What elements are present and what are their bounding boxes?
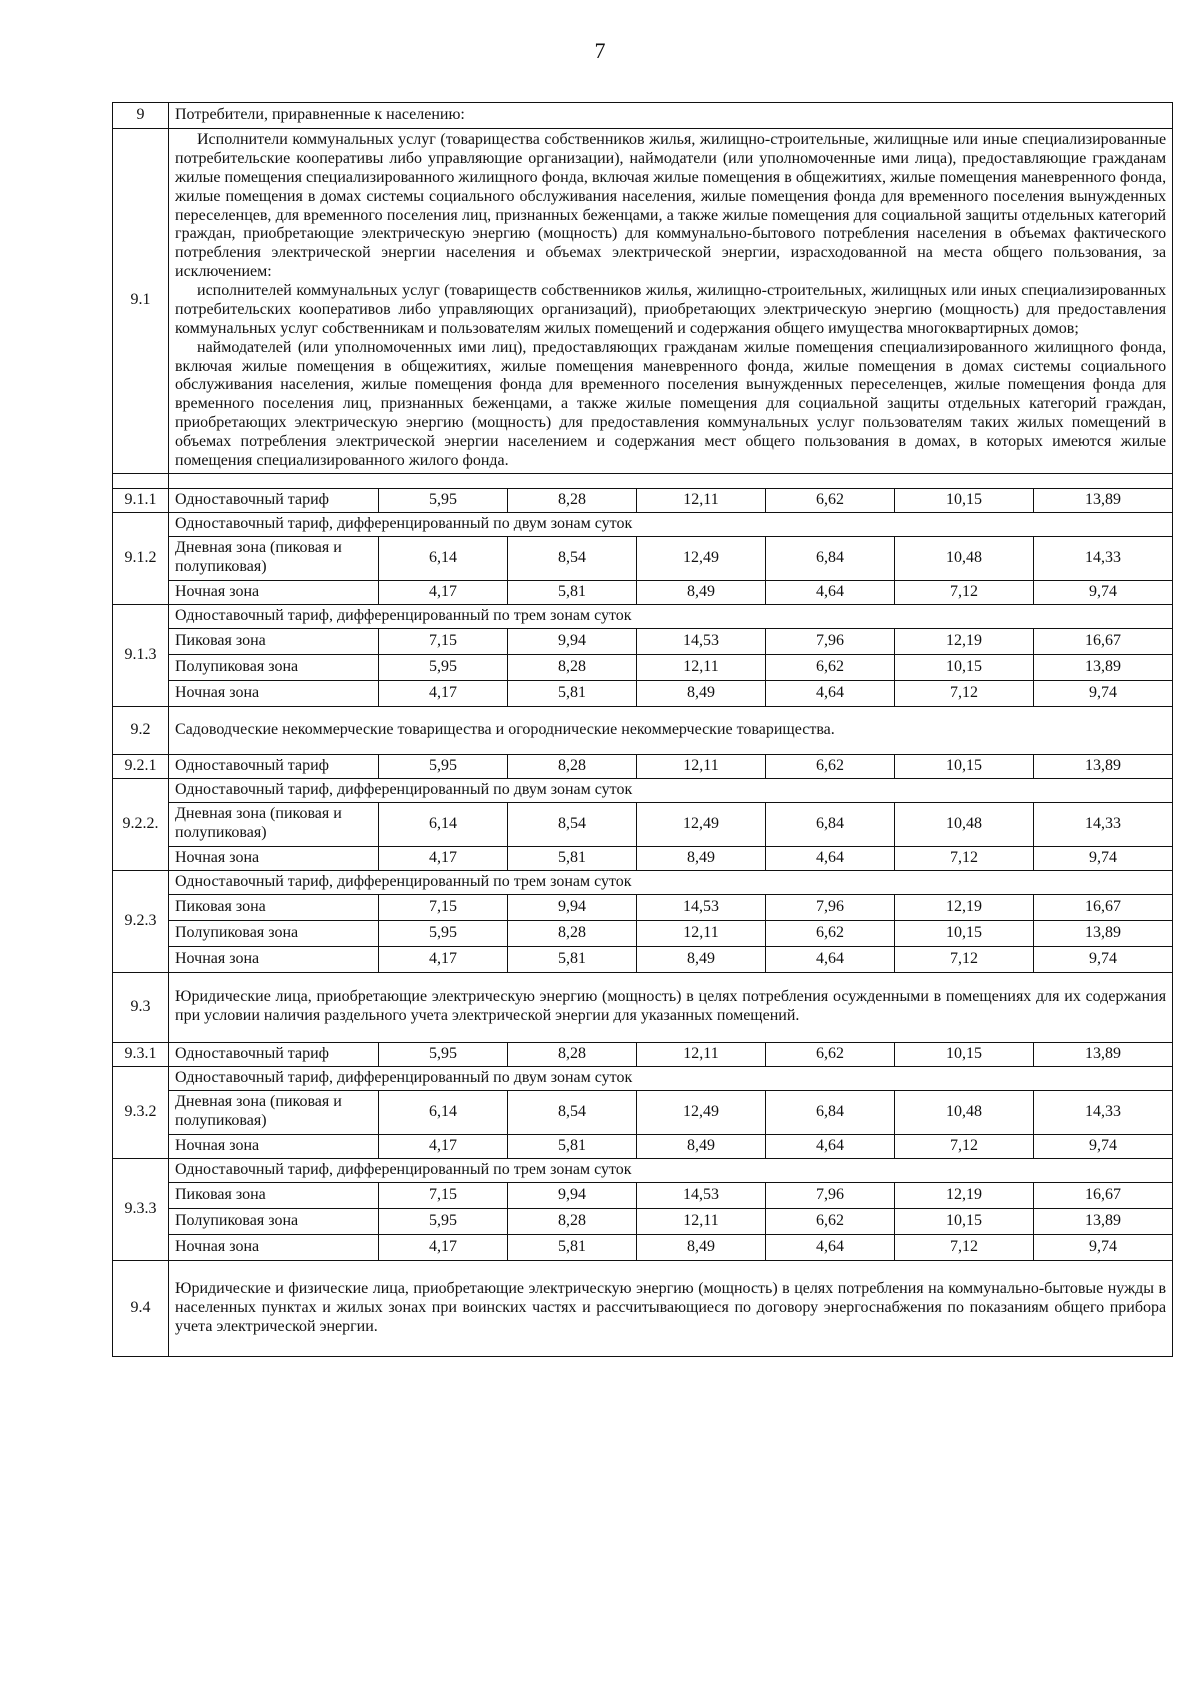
three-zone-row bbox=[113, 1208, 1173, 1234]
three-zone-row bbox=[113, 1182, 1173, 1208]
tariff-value: 4,17 bbox=[379, 580, 508, 604]
tariff-value: 8,28 bbox=[508, 754, 637, 778]
page-number: 7 bbox=[594, 38, 606, 63]
tariff-value: 12,49 bbox=[637, 1090, 766, 1134]
three-zone-header-row bbox=[113, 870, 1173, 894]
section-9-3-description: Юридические лица, приобретающие электрическую энергию (мощность) в целях потребления осужденными в помещениях для их содержания при условии наличия раздельного учета электрической энергии для указанных помещений. bbox=[169, 972, 1173, 1042]
tariff-value: 12,19 bbox=[895, 894, 1034, 920]
tariff-group-header: Одноставочный тариф, дифференцированный по трем зонам суток bbox=[169, 1158, 1173, 1182]
tariff-value: 13,89 bbox=[1034, 488, 1173, 512]
tariff-value: 16,67 bbox=[1034, 628, 1173, 654]
three-zone-header-row bbox=[113, 1158, 1173, 1182]
tariff-value: 6,14 bbox=[379, 802, 508, 846]
tariff-value: 12,11 bbox=[637, 1042, 766, 1066]
single-rate-row bbox=[113, 1042, 1173, 1066]
tariff-value: 4,17 bbox=[379, 680, 508, 706]
row-number: 9.3 bbox=[113, 972, 169, 1042]
tariff-value: 10,15 bbox=[895, 488, 1034, 512]
gap-cell bbox=[113, 473, 169, 488]
section-9-1-row bbox=[113, 129, 1173, 474]
section-9-4-description: Юридические и физические лица, приобретающие электрическую энергию (мощность) в целях потребления на коммунально-бытовые нужды в населенных пунктах и жилых зонах при воинских частях и рассчитывающиеся по договору энергоснабжения по показаниям общего прибора учета электрической энергии. bbox=[169, 1260, 1173, 1356]
tariff-value: 5,81 bbox=[508, 680, 637, 706]
tariff-value: 12,11 bbox=[637, 488, 766, 512]
tariff-value: 13,89 bbox=[1034, 754, 1173, 778]
tariff-value: 14,53 bbox=[637, 1182, 766, 1208]
section-9-row bbox=[113, 103, 1173, 129]
tariff-value: 6,14 bbox=[379, 536, 508, 580]
tariff-label: Одноставочный тариф bbox=[169, 1042, 379, 1066]
tariff-value: 6,62 bbox=[766, 1208, 895, 1234]
tariff-value: 14,33 bbox=[1034, 1090, 1173, 1134]
tariff-value: 7,12 bbox=[895, 680, 1034, 706]
tariff-value: 5,95 bbox=[379, 920, 508, 946]
tariff-value: 4,64 bbox=[766, 946, 895, 972]
two-zone-row bbox=[113, 802, 1173, 846]
tariff-value: 7,12 bbox=[895, 946, 1034, 972]
tariff-value: 5,81 bbox=[508, 846, 637, 870]
row-number: 9.3.3 bbox=[113, 1158, 169, 1260]
three-zone-row bbox=[113, 1234, 1173, 1260]
tariff-value: 5,95 bbox=[379, 754, 508, 778]
two-zone-row bbox=[113, 846, 1173, 870]
tariff-value: 10,48 bbox=[895, 802, 1034, 846]
row-number: 9.2.1 bbox=[113, 754, 169, 778]
zone-label: Ночная зона bbox=[169, 580, 379, 604]
three-zone-header-row bbox=[113, 604, 1173, 628]
tariff-value: 6,62 bbox=[766, 1042, 895, 1066]
row-number: 9.3.2 bbox=[113, 1066, 169, 1158]
zone-label: Полупиковая зона bbox=[169, 654, 379, 680]
section-9-3-row bbox=[113, 972, 1173, 1042]
three-zone-row bbox=[113, 680, 1173, 706]
section-gap bbox=[113, 473, 1173, 488]
tariff-value: 8,49 bbox=[637, 580, 766, 604]
zone-label: Дневная зона (пиковая и полупиковая) bbox=[169, 1090, 379, 1134]
single-rate-row bbox=[113, 754, 1173, 778]
description-paragraph: наймодателей (или уполномоченных ими лиц), предоставляющих гражданам жилые помещения специализированного жилищного фонда, включая жилые помещения в общежитиях, жилые помещения маневренного фонда, жилые помещения в домах системы социального обслуживания населения, жилые помещения фонда для временного поселения вынужденных переселенцев, жилые помещения фонда для временного поселения лиц, признанных беженцами, а также жилые помещения для социальной защиты отдельных категорий граждан, приобретающих электрическую энергию (мощность) для предоставления коммунальных услуг пользователям таких жилых помещений в объемах потребления электрической энергии населением и содержания мест общего пользования в домах, в которых имеются жилые помещения специализированного жилого фонда. bbox=[175, 338, 1167, 469]
zone-label: Пиковая зона bbox=[169, 1182, 379, 1208]
tariff-value: 9,94 bbox=[508, 894, 637, 920]
tariff-value: 8,49 bbox=[637, 1234, 766, 1260]
tariff-value: 6,62 bbox=[766, 920, 895, 946]
tariff-value: 8,49 bbox=[637, 1134, 766, 1158]
section-9-1-description bbox=[169, 129, 1173, 474]
two-zone-row bbox=[113, 1134, 1173, 1158]
tariff-value: 9,74 bbox=[1034, 1134, 1173, 1158]
tariff-value: 7,96 bbox=[766, 1182, 895, 1208]
section-9-2-row bbox=[113, 706, 1173, 754]
tariff-value: 6,84 bbox=[766, 802, 895, 846]
tariff-value: 7,96 bbox=[766, 894, 895, 920]
two-zone-row bbox=[113, 536, 1173, 580]
tariff-value: 5,95 bbox=[379, 1208, 508, 1234]
tariff-value: 13,89 bbox=[1034, 1208, 1173, 1234]
tariff-value: 8,28 bbox=[508, 920, 637, 946]
row-number: 9.1.1 bbox=[113, 488, 169, 512]
tariff-value: 10,15 bbox=[895, 654, 1034, 680]
two-zone-row bbox=[113, 1090, 1173, 1134]
zone-label: Дневная зона (пиковая и полупиковая) bbox=[169, 536, 379, 580]
tariff-value: 5,81 bbox=[508, 580, 637, 604]
tariff-value: 9,74 bbox=[1034, 1234, 1173, 1260]
tariff-value: 12,49 bbox=[637, 536, 766, 580]
tariff-value: 8,54 bbox=[508, 536, 637, 580]
tariff-group-header: Одноставочный тариф, дифференцированный по трем зонам суток bbox=[169, 604, 1173, 628]
tariff-value: 16,67 bbox=[1034, 1182, 1173, 1208]
tariff-value: 9,74 bbox=[1034, 946, 1173, 972]
tariff-value: 4,64 bbox=[766, 846, 895, 870]
two-zone-row bbox=[113, 580, 1173, 604]
tariff-value: 14,53 bbox=[637, 628, 766, 654]
tariff-value: 13,89 bbox=[1034, 1042, 1173, 1066]
tariff-value: 12,11 bbox=[637, 654, 766, 680]
row-number: 9.2.3 bbox=[113, 870, 169, 972]
tariff-value: 12,19 bbox=[895, 1182, 1034, 1208]
single-rate-row bbox=[113, 488, 1173, 512]
three-zone-row bbox=[113, 654, 1173, 680]
tariff-value: 12,11 bbox=[637, 1208, 766, 1234]
section-9-2-description: Садоводческие некоммерческие товарищества и огороднические некоммерческие товарищества. bbox=[169, 706, 1173, 754]
tariff-value: 9,94 bbox=[508, 628, 637, 654]
tariff-value: 9,74 bbox=[1034, 846, 1173, 870]
three-zone-row bbox=[113, 628, 1173, 654]
row-number: 9.2.2. bbox=[113, 778, 169, 870]
tariff-value: 6,62 bbox=[766, 488, 895, 512]
row-number: 9.1 bbox=[113, 129, 169, 474]
description-paragraph: Исполнители коммунальных услуг (товарищества собственников жилья, жилищно-строительные, жилищные или иные специализированные потребительские кооперативы либо управляющие организации), наймодатели (или уполномоченные ими лица), предоставляющие гражданам жилые помещения специализированного жилищного фонда, включая жилые помещения в общежитиях, жилые помещения маневренного фонда, жилые помещения в домах системы социального обслуживания населения, жилые помещения фонда для временного поселения вынужденных переселенцев, для временного поселения лиц, признанных беженцами, а также жилые помещения для социальной защиты отдельных категорий граждан, приобретающие электрическую энергию (мощность) для коммунально-бытового потребления населения в объемах фактического потребления электрической энергии населения и объемах электрической энергии, израсходованной на места общего пользования, за исключением: bbox=[175, 131, 1167, 281]
tariff-value: 8,28 bbox=[508, 654, 637, 680]
tariff-value: 7,12 bbox=[895, 1134, 1034, 1158]
tariff-value: 8,28 bbox=[508, 488, 637, 512]
row-number: 9 bbox=[113, 103, 169, 129]
tariff-value: 6,14 bbox=[379, 1090, 508, 1134]
tariff-value: 5,95 bbox=[379, 654, 508, 680]
tariff-value: 12,49 bbox=[637, 802, 766, 846]
tariff-value: 10,48 bbox=[895, 1090, 1034, 1134]
tariff-value: 4,17 bbox=[379, 846, 508, 870]
tariff-value: 5,81 bbox=[508, 946, 637, 972]
tariff-value: 8,49 bbox=[637, 946, 766, 972]
zone-label: Ночная зона bbox=[169, 1234, 379, 1260]
tariff-value: 5,81 bbox=[508, 1234, 637, 1260]
tariff-value: 7,15 bbox=[379, 628, 508, 654]
tariff-value: 8,49 bbox=[637, 680, 766, 706]
two-zone-header-row bbox=[113, 1066, 1173, 1090]
row-number: 9.1.3 bbox=[113, 604, 169, 706]
tariff-value: 6,62 bbox=[766, 754, 895, 778]
tariff-value: 14,33 bbox=[1034, 802, 1173, 846]
zone-label: Полупиковая зона bbox=[169, 1208, 379, 1234]
zone-label: Ночная зона bbox=[169, 846, 379, 870]
tariff-value: 7,12 bbox=[895, 846, 1034, 870]
tariff-value: 4,64 bbox=[766, 680, 895, 706]
tariff-label: Одноставочный тариф bbox=[169, 488, 379, 512]
tariff-value: 10,48 bbox=[895, 536, 1034, 580]
tariff-value: 7,12 bbox=[895, 580, 1034, 604]
tariff-value: 9,74 bbox=[1034, 580, 1173, 604]
tariff-value: 4,17 bbox=[379, 1134, 508, 1158]
tariff-value: 13,89 bbox=[1034, 920, 1173, 946]
row-number: 9.3.1 bbox=[113, 1042, 169, 1066]
tariff-value: 4,64 bbox=[766, 1134, 895, 1158]
tariff-value: 16,67 bbox=[1034, 894, 1173, 920]
tariff-value: 9,74 bbox=[1034, 680, 1173, 706]
zone-label: Пиковая зона bbox=[169, 894, 379, 920]
three-zone-row bbox=[113, 920, 1173, 946]
tariff-group-header: Одноставочный тариф, дифференцированный по двум зонам суток bbox=[169, 512, 1173, 536]
tariff-value: 7,15 bbox=[379, 1182, 508, 1208]
zone-label: Дневная зона (пиковая и полупиковая) bbox=[169, 802, 379, 846]
two-zone-header-row bbox=[113, 512, 1173, 536]
tariff-value: 4,17 bbox=[379, 946, 508, 972]
zone-label: Пиковая зона bbox=[169, 628, 379, 654]
tariff-value: 8,49 bbox=[637, 846, 766, 870]
tariff-label: Одноставочный тариф bbox=[169, 754, 379, 778]
tariff-value: 5,81 bbox=[508, 1134, 637, 1158]
gap-cell bbox=[169, 473, 1173, 488]
tariff-value: 13,89 bbox=[1034, 654, 1173, 680]
tariff-value: 6,84 bbox=[766, 1090, 895, 1134]
row-number: 9.2 bbox=[113, 706, 169, 754]
two-zone-header-row bbox=[113, 778, 1173, 802]
tariff-table bbox=[112, 102, 1173, 1357]
description-paragraph: исполнителей коммунальных услуг (товариществ собственников жилья, жилищно-строительных, жилищных или иных специализированных потребительских кооперативов либо управляющих организаций), приобретающих электрическую энергию (мощность) для предоставления коммунальных услуг собственникам и пользователям жилых помещений и содержания общего имущества многоквартирных домов; bbox=[175, 282, 1167, 337]
tariff-value: 8,54 bbox=[508, 1090, 637, 1134]
tariff-value: 10,15 bbox=[895, 1208, 1034, 1234]
zone-label: Ночная зона bbox=[169, 680, 379, 706]
tariff-value: 12,11 bbox=[637, 754, 766, 778]
tariff-value: 4,17 bbox=[379, 1234, 508, 1260]
zone-label: Ночная зона bbox=[169, 1134, 379, 1158]
tariff-value: 10,15 bbox=[895, 920, 1034, 946]
tariff-value: 5,95 bbox=[379, 1042, 508, 1066]
tariff-value: 8,28 bbox=[508, 1042, 637, 1066]
three-zone-row bbox=[113, 894, 1173, 920]
tariff-value: 10,15 bbox=[895, 754, 1034, 778]
tariff-value: 12,11 bbox=[637, 920, 766, 946]
tariff-group-header: Одноставочный тариф, дифференцированный по двум зонам суток bbox=[169, 1066, 1173, 1090]
row-number: 9.1.2 bbox=[113, 512, 169, 604]
tariff-value: 8,28 bbox=[508, 1208, 637, 1234]
tariff-value: 5,95 bbox=[379, 488, 508, 512]
tariff-group-header: Одноставочный тариф, дифференцированный по двум зонам суток bbox=[169, 778, 1173, 802]
tariff-value: 4,64 bbox=[766, 580, 895, 604]
tariff-value: 7,96 bbox=[766, 628, 895, 654]
tariff-value: 12,19 bbox=[895, 628, 1034, 654]
three-zone-row bbox=[113, 946, 1173, 972]
zone-label: Ночная зона bbox=[169, 946, 379, 972]
row-number: 9.4 bbox=[113, 1260, 169, 1356]
tariff-value: 14,53 bbox=[637, 894, 766, 920]
section-title: Потребители, приравненные к населению: bbox=[169, 103, 1173, 129]
tariff-value: 7,15 bbox=[379, 894, 508, 920]
section-9-4-row bbox=[113, 1260, 1173, 1356]
tariff-value: 10,15 bbox=[895, 1042, 1034, 1066]
tariff-value: 7,12 bbox=[895, 1234, 1034, 1260]
tariff-value: 9,94 bbox=[508, 1182, 637, 1208]
tariff-value: 6,62 bbox=[766, 654, 895, 680]
tariff-value: 14,33 bbox=[1034, 536, 1173, 580]
tariff-group-header: Одноставочный тариф, дифференцированный по трем зонам суток bbox=[169, 870, 1173, 894]
tariff-value: 8,54 bbox=[508, 802, 637, 846]
tariff-value: 6,84 bbox=[766, 536, 895, 580]
zone-label: Полупиковая зона bbox=[169, 920, 379, 946]
tariff-value: 4,64 bbox=[766, 1234, 895, 1260]
